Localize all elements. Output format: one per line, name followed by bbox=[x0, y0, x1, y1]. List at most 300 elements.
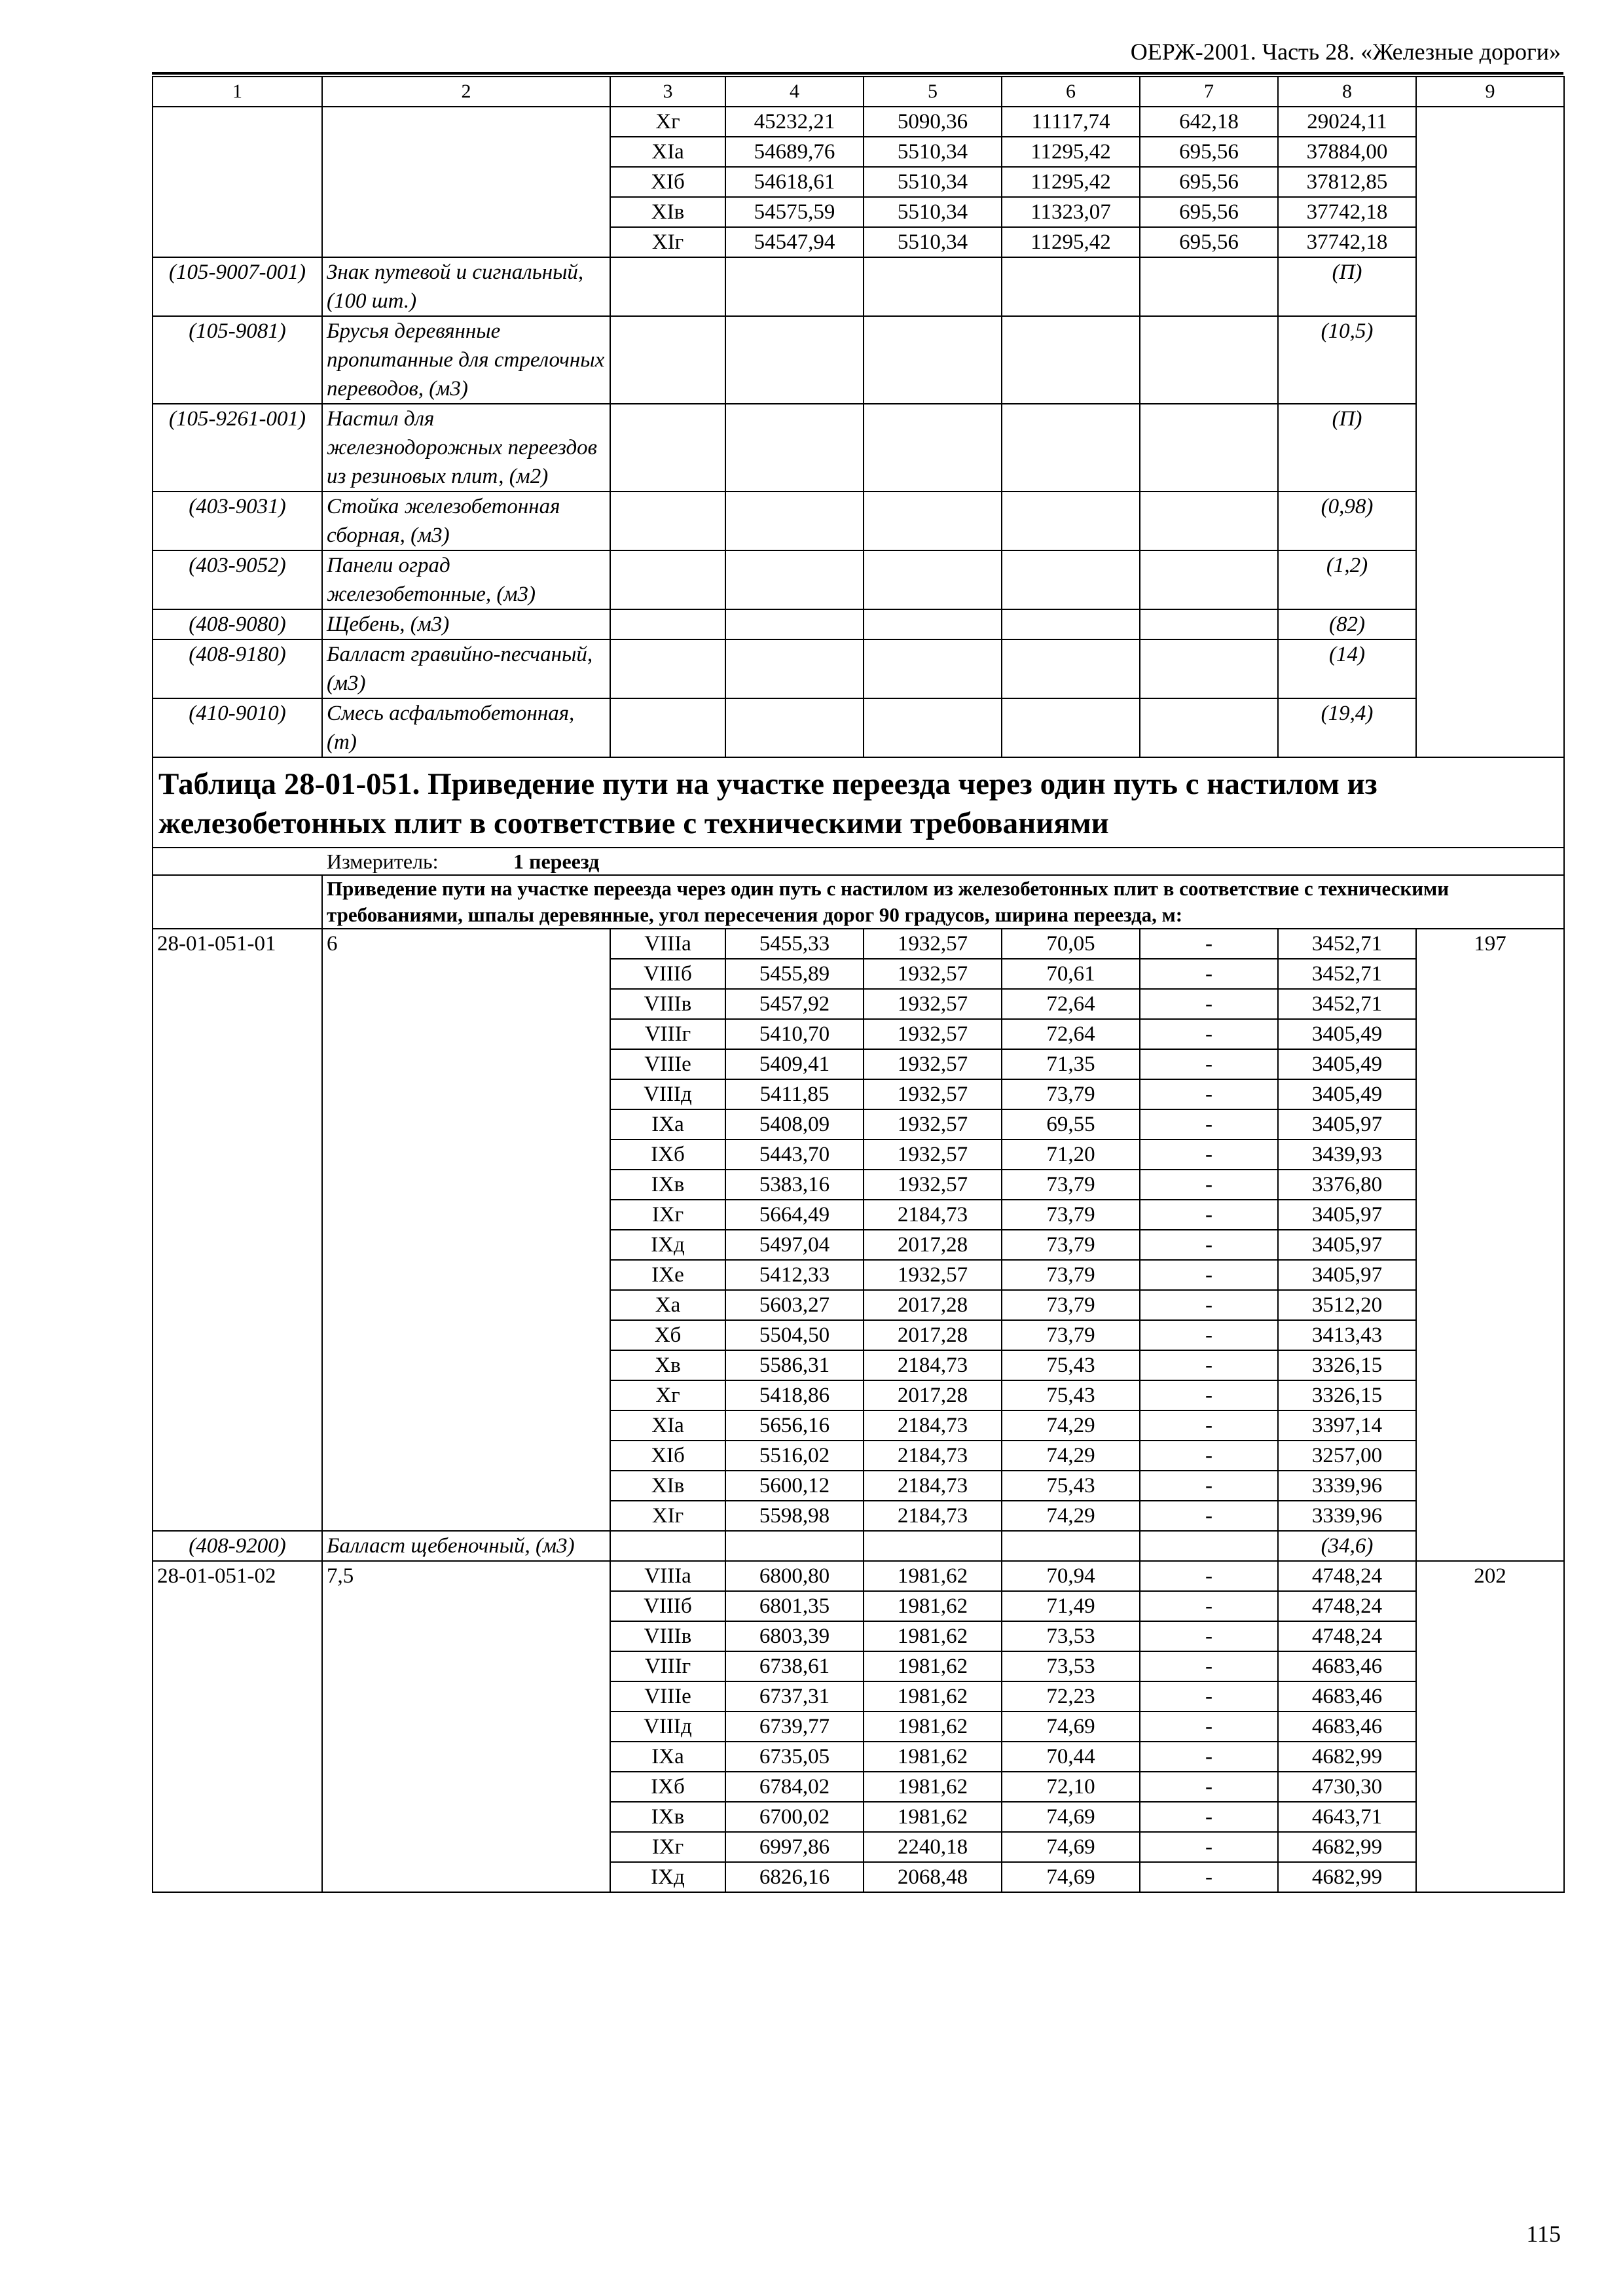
empty-cell bbox=[610, 1531, 725, 1561]
material-code: (408-9080) bbox=[153, 609, 322, 639]
price-cell: - bbox=[1140, 959, 1278, 989]
item-width: 6 bbox=[322, 929, 610, 1531]
empty-cell bbox=[1140, 404, 1278, 492]
zone-cell: Xб bbox=[610, 1320, 725, 1350]
price-cell: 11295,42 bbox=[1002, 227, 1140, 257]
price-cell: - bbox=[1140, 1290, 1278, 1320]
price-cell: 3405,97 bbox=[1278, 1200, 1416, 1230]
price-cell: - bbox=[1140, 1170, 1278, 1200]
price-cell: 72,23 bbox=[1002, 1681, 1140, 1712]
column-number: 3 bbox=[610, 77, 725, 107]
price-cell: 3376,80 bbox=[1278, 1170, 1416, 1200]
zone-cell: Xв bbox=[610, 1350, 725, 1380]
price-cell: 3397,14 bbox=[1278, 1410, 1416, 1441]
empty-cell bbox=[1140, 550, 1278, 609]
price-cell: 3439,93 bbox=[1278, 1139, 1416, 1170]
empty-cell bbox=[864, 316, 1002, 404]
price-cell: 69,55 bbox=[1002, 1109, 1140, 1139]
price-cell: - bbox=[1140, 929, 1278, 959]
price-cell: 5600,12 bbox=[725, 1471, 864, 1501]
price-cell: 5510,34 bbox=[864, 167, 1002, 197]
empty-cell bbox=[1002, 1531, 1140, 1561]
price-cell: 2184,73 bbox=[864, 1200, 1002, 1230]
price-cell: 1932,57 bbox=[864, 959, 1002, 989]
price-cell: 3405,49 bbox=[1278, 1049, 1416, 1079]
price-cell: 70,94 bbox=[1002, 1561, 1140, 1591]
zone-cell: VIIIе bbox=[610, 1681, 725, 1712]
column-number: 7 bbox=[1140, 77, 1278, 107]
price-cell: 3326,15 bbox=[1278, 1380, 1416, 1410]
price-cell: 2068,48 bbox=[864, 1862, 1002, 1892]
price-cell: 4682,99 bbox=[1278, 1862, 1416, 1892]
price-cell: 4643,71 bbox=[1278, 1802, 1416, 1832]
zone-cell: IXа bbox=[610, 1742, 725, 1772]
header-rule bbox=[152, 72, 1563, 75]
price-cell: 11295,42 bbox=[1002, 137, 1140, 167]
price-cell: - bbox=[1140, 1712, 1278, 1742]
price-cell: 3512,20 bbox=[1278, 1290, 1416, 1320]
price-cell: 74,29 bbox=[1002, 1501, 1140, 1531]
price-cell: - bbox=[1140, 1019, 1278, 1049]
empty-cell bbox=[1002, 316, 1140, 404]
zone-cell: VIIIд bbox=[610, 1079, 725, 1109]
price-cell: 5412,33 bbox=[725, 1260, 864, 1290]
price-cell: 4730,30 bbox=[1278, 1772, 1416, 1802]
zone-cell: VIIIг bbox=[610, 1019, 725, 1049]
material-value: (П) bbox=[1278, 257, 1416, 316]
empty-cell bbox=[864, 404, 1002, 492]
material-code: (105-9081) bbox=[153, 316, 322, 404]
price-cell: 72,64 bbox=[1002, 1019, 1140, 1049]
material-code: (408-9200) bbox=[153, 1531, 322, 1561]
material-row bbox=[153, 609, 1564, 639]
price-cell: 45232,21 bbox=[725, 107, 864, 137]
price-cell: 3405,97 bbox=[1278, 1260, 1416, 1290]
item-code: 28-01-051-01 bbox=[153, 929, 322, 1531]
price-cell: - bbox=[1140, 1260, 1278, 1290]
price-cell: 5455,89 bbox=[725, 959, 864, 989]
price-cell: 74,69 bbox=[1002, 1712, 1140, 1742]
empty-cell bbox=[725, 257, 864, 316]
material-row bbox=[153, 316, 1564, 404]
price-cell: 1981,62 bbox=[864, 1591, 1002, 1621]
price-cell: 1932,57 bbox=[864, 989, 1002, 1019]
price-cell: 695,56 bbox=[1140, 137, 1278, 167]
empty-cell bbox=[1140, 698, 1278, 757]
price-cell: 1932,57 bbox=[864, 929, 1002, 959]
empty-cell bbox=[610, 257, 725, 316]
empty-cell bbox=[610, 639, 725, 698]
column-number: 2 bbox=[322, 77, 610, 107]
price-cell: 2017,28 bbox=[864, 1290, 1002, 1320]
empty-cell bbox=[1002, 404, 1140, 492]
price-cell: 5409,41 bbox=[725, 1049, 864, 1079]
price-cell: 37884,00 bbox=[1278, 137, 1416, 167]
price-cell: 73,79 bbox=[1002, 1260, 1140, 1290]
zone-cell: IXв bbox=[610, 1802, 725, 1832]
price-cell: 5408,09 bbox=[725, 1109, 864, 1139]
price-cell: 2184,73 bbox=[864, 1410, 1002, 1441]
empty-cell bbox=[725, 639, 864, 698]
price-cell: - bbox=[1140, 1350, 1278, 1380]
item-code: 28-01-051-02 bbox=[153, 1561, 322, 1892]
price-cell: 4683,46 bbox=[1278, 1651, 1416, 1681]
zone-cell: VIIIа bbox=[610, 1561, 725, 1591]
price-cell: 3405,49 bbox=[1278, 1019, 1416, 1049]
material-value: (19,4) bbox=[1278, 698, 1416, 757]
price-cell: 71,49 bbox=[1002, 1591, 1140, 1621]
price-cell: - bbox=[1140, 1471, 1278, 1501]
measure-label: Измеритель: bbox=[327, 850, 439, 873]
page-number: 115 bbox=[1526, 2221, 1561, 2247]
zone-cell: VIIIв bbox=[610, 989, 725, 1019]
empty-cell bbox=[725, 404, 864, 492]
price-cell: 5411,85 bbox=[725, 1079, 864, 1109]
price-cell: 70,61 bbox=[1002, 959, 1140, 989]
price-cell: 6800,80 bbox=[725, 1561, 864, 1591]
price-cell: 5510,34 bbox=[864, 227, 1002, 257]
empty-cell bbox=[1140, 316, 1278, 404]
price-cell: 4683,46 bbox=[1278, 1681, 1416, 1712]
price-cell: - bbox=[1140, 1049, 1278, 1079]
price-cell: 1981,62 bbox=[864, 1742, 1002, 1772]
zone-cell: VIIIг bbox=[610, 1651, 725, 1681]
material-code: (105-9261-001) bbox=[153, 404, 322, 492]
price-cell: 695,56 bbox=[1140, 167, 1278, 197]
material-row bbox=[153, 1531, 1564, 1561]
price-cell: - bbox=[1140, 1501, 1278, 1531]
material-value: (10,5) bbox=[1278, 316, 1416, 404]
price-cell: - bbox=[1140, 1380, 1278, 1410]
empty-cell bbox=[725, 492, 864, 550]
price-cell: 1981,62 bbox=[864, 1621, 1002, 1651]
price-cell: 6803,39 bbox=[725, 1621, 864, 1651]
empty-cell bbox=[610, 492, 725, 550]
column-number: 9 bbox=[1416, 77, 1564, 107]
price-cell: - bbox=[1140, 1802, 1278, 1832]
price-cell: 5664,49 bbox=[725, 1200, 864, 1230]
price-cell: 2184,73 bbox=[864, 1441, 1002, 1471]
price-cell: 70,05 bbox=[1002, 929, 1140, 959]
price-cell: - bbox=[1140, 1320, 1278, 1350]
zone-cell: Xа bbox=[610, 1290, 725, 1320]
price-cell: 74,69 bbox=[1002, 1832, 1140, 1862]
zone-cell: VIIIб bbox=[610, 1591, 725, 1621]
zone-cell: XIв bbox=[610, 197, 725, 227]
price-cell: 3405,97 bbox=[1278, 1109, 1416, 1139]
name-cell bbox=[322, 107, 610, 257]
price-cell: - bbox=[1140, 1441, 1278, 1471]
price-cell: 3452,71 bbox=[1278, 989, 1416, 1019]
price-cell: 37742,18 bbox=[1278, 227, 1416, 257]
price-cell: 5383,16 bbox=[725, 1170, 864, 1200]
price-cell: 5510,34 bbox=[864, 197, 1002, 227]
price-cell: 5457,92 bbox=[725, 989, 864, 1019]
price-cell: 73,53 bbox=[1002, 1621, 1140, 1651]
price-cell: - bbox=[1140, 1109, 1278, 1139]
material-row bbox=[153, 698, 1564, 757]
price-cell: 3339,96 bbox=[1278, 1501, 1416, 1531]
price-cell: 5497,04 bbox=[725, 1230, 864, 1260]
zone-cell: XIа bbox=[610, 137, 725, 167]
price-cell: 11117,74 bbox=[1002, 107, 1140, 137]
price-cell: 1981,62 bbox=[864, 1802, 1002, 1832]
material-value: (14) bbox=[1278, 639, 1416, 698]
price-cell: 73,79 bbox=[1002, 1230, 1140, 1260]
empty-cell bbox=[1002, 492, 1140, 550]
price-cell: 54547,94 bbox=[725, 227, 864, 257]
material-code: (403-9052) bbox=[153, 550, 322, 609]
price-cell: 5504,50 bbox=[725, 1320, 864, 1350]
price-cell: 5418,86 bbox=[725, 1380, 864, 1410]
price-cell: 642,18 bbox=[1140, 107, 1278, 137]
material-name: Стойка железобетонная сборная, (м3) bbox=[322, 492, 610, 550]
price-cell: 5090,36 bbox=[864, 107, 1002, 137]
price-cell: 73,79 bbox=[1002, 1079, 1140, 1109]
price-cell: 6737,31 bbox=[725, 1681, 864, 1712]
material-name: Панели оград железобетонные, (м3) bbox=[322, 550, 610, 609]
price-cell: 1981,62 bbox=[864, 1681, 1002, 1712]
price-cell: 54689,76 bbox=[725, 137, 864, 167]
price-cell: 5516,02 bbox=[725, 1441, 864, 1471]
price-cell: 54575,59 bbox=[725, 197, 864, 227]
zone-cell: XIб bbox=[610, 167, 725, 197]
empty-cell bbox=[1002, 639, 1140, 698]
table-title-row bbox=[153, 757, 1564, 848]
price-cell: 1981,62 bbox=[864, 1561, 1002, 1591]
price-cell: 3452,71 bbox=[1278, 929, 1416, 959]
price-cell: 4748,24 bbox=[1278, 1561, 1416, 1591]
price-cell: 6739,77 bbox=[725, 1712, 864, 1742]
price-cell: 6735,05 bbox=[725, 1742, 864, 1772]
zone-cell: IXв bbox=[610, 1170, 725, 1200]
price-cell: 3257,00 bbox=[1278, 1441, 1416, 1471]
zone-cell: IXг bbox=[610, 1200, 725, 1230]
price-cell: 6997,86 bbox=[725, 1832, 864, 1862]
price-cell: 29024,11 bbox=[1278, 107, 1416, 137]
price-cell: 75,43 bbox=[1002, 1471, 1140, 1501]
price-cell: 2017,28 bbox=[864, 1230, 1002, 1260]
empty-cell bbox=[1140, 492, 1278, 550]
empty-cell bbox=[864, 550, 1002, 609]
price-cell: 695,56 bbox=[1140, 197, 1278, 227]
empty-cell bbox=[1002, 609, 1140, 639]
measure-cell bbox=[153, 848, 1564, 875]
price-cell: 3405,49 bbox=[1278, 1079, 1416, 1109]
material-name: Щебень, (м3) bbox=[322, 609, 610, 639]
zone-cell: VIIIв bbox=[610, 1621, 725, 1651]
price-cell: 73,53 bbox=[1002, 1651, 1140, 1681]
column-number: 4 bbox=[725, 77, 864, 107]
price-cell: - bbox=[1140, 1591, 1278, 1621]
column-number-row bbox=[153, 77, 1564, 107]
material-code: (408-9180) bbox=[153, 639, 322, 698]
item-col9: 197 bbox=[1416, 929, 1564, 1561]
price-cell: 73,79 bbox=[1002, 1170, 1140, 1200]
zone-cell: XIг bbox=[610, 227, 725, 257]
price-cell: 1932,57 bbox=[864, 1079, 1002, 1109]
material-row bbox=[153, 550, 1564, 609]
price-cell: 71,35 bbox=[1002, 1049, 1140, 1079]
material-name: Балласт щебеночный, (м3) bbox=[322, 1531, 610, 1561]
price-cell: 71,20 bbox=[1002, 1139, 1140, 1170]
material-value: (34,6) bbox=[1278, 1531, 1416, 1561]
section-title: Приведение пути на участке переезда через один путь с настилом из железобетонных плит в соответствие с техническими требованиями, шпалы деревянные, угол пересечения дорог 90 градусов, ширина переезда, м: bbox=[322, 875, 1564, 929]
empty-cell bbox=[725, 609, 864, 639]
running-header: ОЕРЖ-2001. Часть 28. «Железные дороги» bbox=[1130, 39, 1561, 65]
price-cell: 5455,33 bbox=[725, 929, 864, 959]
price-cell: 6801,35 bbox=[725, 1591, 864, 1621]
zone-cell: VIIIа bbox=[610, 929, 725, 959]
zone-cell: XIа bbox=[610, 1410, 725, 1441]
price-cell: - bbox=[1140, 1772, 1278, 1802]
zone-cell: XIб bbox=[610, 1441, 725, 1471]
zone-cell: IXг bbox=[610, 1832, 725, 1862]
material-row bbox=[153, 639, 1564, 698]
price-cell: 70,44 bbox=[1002, 1742, 1140, 1772]
price-cell: - bbox=[1140, 1230, 1278, 1260]
price-cell: 1932,57 bbox=[864, 1049, 1002, 1079]
price-cell: 3413,43 bbox=[1278, 1320, 1416, 1350]
zone-cell: VIIIд bbox=[610, 1712, 725, 1742]
price-cell: 1932,57 bbox=[864, 1019, 1002, 1049]
table-row bbox=[153, 929, 1564, 959]
price-cell: 54618,61 bbox=[725, 167, 864, 197]
price-cell: 72,10 bbox=[1002, 1772, 1140, 1802]
empty-cell bbox=[1002, 257, 1140, 316]
price-cell: 1981,62 bbox=[864, 1651, 1002, 1681]
price-cell: 6700,02 bbox=[725, 1802, 864, 1832]
price-cell: 695,56 bbox=[1140, 227, 1278, 257]
price-cell: 74,29 bbox=[1002, 1441, 1140, 1471]
price-cell: - bbox=[1140, 1561, 1278, 1591]
measure-row bbox=[153, 848, 1564, 875]
code-cell bbox=[153, 107, 322, 257]
price-cell: 37812,85 bbox=[1278, 167, 1416, 197]
price-cell: 5510,34 bbox=[864, 137, 1002, 167]
col9-cell bbox=[1416, 107, 1564, 757]
empty-cell bbox=[864, 1531, 1002, 1561]
material-value: (0,98) bbox=[1278, 492, 1416, 550]
empty-cell bbox=[610, 698, 725, 757]
material-name: Брусья деревянные пропитанные для стрелочных переводов, (м3) bbox=[322, 316, 610, 404]
price-cell: 5656,16 bbox=[725, 1410, 864, 1441]
price-cell: 2184,73 bbox=[864, 1471, 1002, 1501]
zone-cell: XIг bbox=[610, 1501, 725, 1531]
empty-cell bbox=[1002, 550, 1140, 609]
price-cell: 11323,07 bbox=[1002, 197, 1140, 227]
empty-cell bbox=[610, 609, 725, 639]
empty-cell bbox=[725, 550, 864, 609]
material-value: (1,2) bbox=[1278, 550, 1416, 609]
price-cell: - bbox=[1140, 1410, 1278, 1441]
table-row bbox=[153, 107, 1564, 137]
price-cell: - bbox=[1140, 1200, 1278, 1230]
zone-cell: XIв bbox=[610, 1471, 725, 1501]
price-cell: 6784,02 bbox=[725, 1772, 864, 1802]
price-cell: - bbox=[1140, 1832, 1278, 1862]
zone-cell: IXд bbox=[610, 1230, 725, 1260]
price-cell: 2184,73 bbox=[864, 1501, 1002, 1531]
empty-cell bbox=[1140, 639, 1278, 698]
price-cell: 4683,46 bbox=[1278, 1712, 1416, 1742]
price-cell: 1932,57 bbox=[864, 1170, 1002, 1200]
empty-cell bbox=[610, 316, 725, 404]
price-cell: 6826,16 bbox=[725, 1862, 864, 1892]
material-row bbox=[153, 492, 1564, 550]
material-name: Балласт гравийно-песчаный, (м3) bbox=[322, 639, 610, 698]
zone-cell: IXд bbox=[610, 1862, 725, 1892]
empty-cell bbox=[610, 404, 725, 492]
price-cell: 74,69 bbox=[1002, 1802, 1140, 1832]
price-cell: 5586,31 bbox=[725, 1350, 864, 1380]
empty-cell bbox=[1140, 1531, 1278, 1561]
price-cell: 73,79 bbox=[1002, 1200, 1140, 1230]
table-title: Таблица 28-01-051. Приведение пути на участке переезда через один путь с настилом из железобетонных плит в соответствие с техническими требованиями bbox=[153, 757, 1564, 848]
price-cell: 4682,99 bbox=[1278, 1832, 1416, 1862]
material-name: Смесь асфальтобетонная, (т) bbox=[322, 698, 610, 757]
price-cell: - bbox=[1140, 1742, 1278, 1772]
price-cell: 4748,24 bbox=[1278, 1621, 1416, 1651]
price-cell: 11295,42 bbox=[1002, 167, 1140, 197]
price-cell: 5603,27 bbox=[725, 1290, 864, 1320]
zone-cell: VIIIе bbox=[610, 1049, 725, 1079]
price-cell: 1932,57 bbox=[864, 1139, 1002, 1170]
empty-cell bbox=[864, 257, 1002, 316]
price-cell: 6738,61 bbox=[725, 1651, 864, 1681]
material-row bbox=[153, 404, 1564, 492]
column-number: 1 bbox=[153, 77, 322, 107]
empty-cell bbox=[864, 492, 1002, 550]
empty-cell bbox=[864, 698, 1002, 757]
zone-cell: IXа bbox=[610, 1109, 725, 1139]
section-spacer bbox=[153, 875, 322, 929]
measure-value: 1 переезд bbox=[513, 850, 600, 873]
price-cell: 5410,70 bbox=[725, 1019, 864, 1049]
material-code: (403-9031) bbox=[153, 492, 322, 550]
price-cell: - bbox=[1140, 1079, 1278, 1109]
price-cell: 4682,99 bbox=[1278, 1742, 1416, 1772]
empty-cell bbox=[610, 550, 725, 609]
estimate-table bbox=[152, 76, 1565, 1893]
empty-cell bbox=[864, 639, 1002, 698]
price-cell: 2017,28 bbox=[864, 1320, 1002, 1350]
price-cell: - bbox=[1140, 989, 1278, 1019]
price-cell: 5443,70 bbox=[725, 1139, 864, 1170]
zone-cell: IXб bbox=[610, 1772, 725, 1802]
empty-cell bbox=[864, 609, 1002, 639]
price-cell: 5598,98 bbox=[725, 1501, 864, 1531]
price-cell: 1932,57 bbox=[864, 1109, 1002, 1139]
material-value: (П) bbox=[1278, 404, 1416, 492]
price-cell: 2184,73 bbox=[864, 1350, 1002, 1380]
column-number: 5 bbox=[864, 77, 1002, 107]
table-row bbox=[153, 1561, 1564, 1591]
price-cell: 1981,62 bbox=[864, 1712, 1002, 1742]
price-cell: 2240,18 bbox=[864, 1832, 1002, 1862]
column-number: 6 bbox=[1002, 77, 1140, 107]
item-width: 7,5 bbox=[322, 1561, 610, 1892]
section-row bbox=[153, 875, 1564, 929]
price-cell: - bbox=[1140, 1862, 1278, 1892]
empty-cell bbox=[725, 698, 864, 757]
material-code: (105-9007-001) bbox=[153, 257, 322, 316]
material-code: (410-9010) bbox=[153, 698, 322, 757]
price-cell: 3452,71 bbox=[1278, 959, 1416, 989]
price-cell: 75,43 bbox=[1002, 1380, 1140, 1410]
price-cell: 37742,18 bbox=[1278, 197, 1416, 227]
price-cell: 75,43 bbox=[1002, 1350, 1140, 1380]
